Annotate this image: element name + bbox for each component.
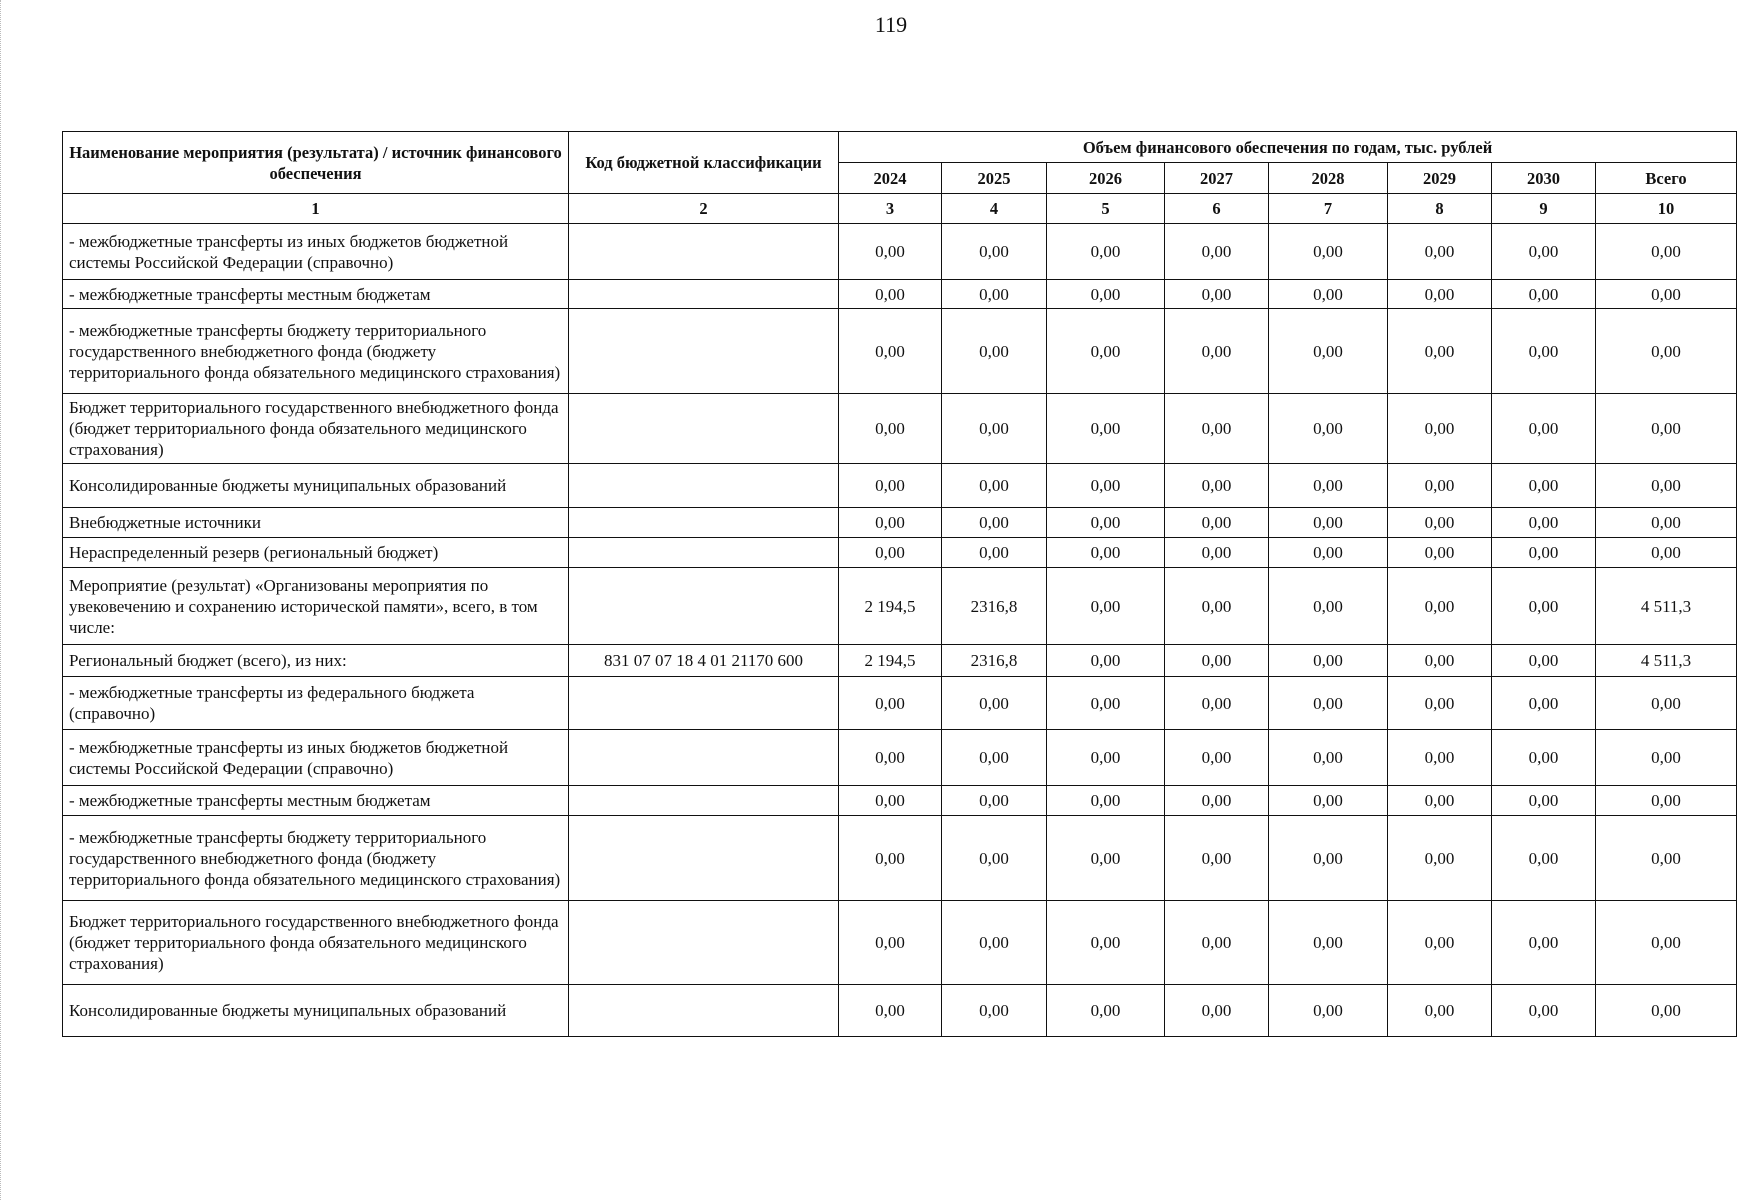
column-index: 9 [1492,194,1596,224]
row-value: 0,00 [839,816,942,901]
row-code [569,730,839,786]
table-row [63,786,1737,816]
row-value: 0,00 [942,786,1047,816]
column-index: 5 [1047,194,1165,224]
row-value: 0,00 [1492,901,1596,985]
row-value: 0,00 [1047,730,1165,786]
row-value: 0,00 [1047,677,1165,730]
row-value: 0,00 [1388,677,1492,730]
row-value: 0,00 [839,901,942,985]
row-value: 0,00 [942,394,1047,464]
row-value: 0,00 [1165,280,1269,309]
row-total: 0,00 [1596,224,1737,280]
row-value: 0,00 [1047,508,1165,538]
row-total: 0,00 [1596,786,1737,816]
row-value: 0,00 [1388,508,1492,538]
row-total: 0,00 [1596,538,1737,568]
row-value: 0,00 [1388,309,1492,394]
table-row [63,730,1737,786]
row-value: 0,00 [1492,730,1596,786]
row-value: 0,00 [839,394,942,464]
column-index: 7 [1269,194,1388,224]
row-value: 0,00 [1165,901,1269,985]
row-code [569,985,839,1037]
table-row [63,568,1737,645]
table-row [63,985,1737,1037]
row-total: 0,00 [1596,508,1737,538]
row-total: 0,00 [1596,816,1737,901]
row-value: 0,00 [1492,538,1596,568]
row-total: 0,00 [1596,985,1737,1037]
row-value: 0,00 [1165,677,1269,730]
row-value: 0,00 [839,538,942,568]
row-value: 2316,8 [942,645,1047,677]
table-row [63,508,1737,538]
row-code [569,568,839,645]
column-index: 1 [63,194,569,224]
row-value: 0,00 [1388,786,1492,816]
row-name: - межбюджетные трансферты бюджету территориального государственного внебюджетного фонда (бюджету территориального фонда обязательного медицинского страхования) [63,309,569,394]
row-value: 0,00 [1047,901,1165,985]
row-code [569,394,839,464]
row-code [569,786,839,816]
row-value: 0,00 [1165,985,1269,1037]
column-index: 6 [1165,194,1269,224]
row-total: 4 511,3 [1596,645,1737,677]
row-value: 0,00 [1165,538,1269,568]
row-code [569,464,839,508]
row-value: 0,00 [1269,309,1388,394]
column-index: 4 [942,194,1047,224]
row-value: 0,00 [1269,816,1388,901]
row-value: 0,00 [942,730,1047,786]
row-value: 0,00 [1492,568,1596,645]
row-value: 0,00 [1269,730,1388,786]
table-row [63,394,1737,464]
row-value: 0,00 [1165,568,1269,645]
row-value: 0,00 [1492,464,1596,508]
row-value: 0,00 [1492,985,1596,1037]
column-index: 8 [1388,194,1492,224]
table-row [63,224,1737,280]
row-name: - межбюджетные трансферты из федерального бюджета (справочно) [63,677,569,730]
table-row [63,464,1737,508]
row-value: 0,00 [1165,786,1269,816]
header-year: 2026 [1047,163,1165,194]
row-value: 0,00 [1165,394,1269,464]
row-code: 831 07 07 18 4 01 21170 600 [569,645,839,677]
row-value: 2 194,5 [839,568,942,645]
row-value: 0,00 [1047,280,1165,309]
row-value: 0,00 [1388,730,1492,786]
row-value: 0,00 [1047,394,1165,464]
row-value: 0,00 [1492,280,1596,309]
row-value: 0,00 [1269,568,1388,645]
budget-table [62,131,1737,1037]
table-row [63,901,1737,985]
header-year: 2029 [1388,163,1492,194]
row-name: - межбюджетные трансферты бюджету территориального государственного внебюджетного фонда (бюджету территориального фонда обязательного медицинского страхования) [63,816,569,901]
row-name: Нераспределенный резерв (региональный бюджет) [63,538,569,568]
row-value: 0,00 [942,816,1047,901]
row-value: 0,00 [1047,224,1165,280]
row-value: 2 194,5 [839,645,942,677]
header-year: 2030 [1492,163,1596,194]
row-value: 0,00 [1165,730,1269,786]
row-value: 0,00 [1047,309,1165,394]
row-value: 0,00 [1388,816,1492,901]
row-total: 0,00 [1596,730,1737,786]
row-name: - межбюджетные трансферты из иных бюджетов бюджетной системы Российской Федерации (справочно) [63,730,569,786]
table-row [63,280,1737,309]
row-code [569,508,839,538]
row-value: 0,00 [942,677,1047,730]
row-value: 0,00 [942,985,1047,1037]
row-name: Консолидированные бюджеты муниципальных образований [63,985,569,1037]
row-value: 0,00 [1165,309,1269,394]
row-code [569,901,839,985]
row-value: 0,00 [1388,280,1492,309]
table-row [63,538,1737,568]
row-value: 0,00 [1388,224,1492,280]
row-value: 0,00 [942,538,1047,568]
row-value: 0,00 [1492,224,1596,280]
row-name: - межбюджетные трансферты местным бюджетам [63,786,569,816]
row-value: 0,00 [1269,538,1388,568]
row-total: 4 511,3 [1596,568,1737,645]
row-name: Региональный бюджет (всего), из них: [63,645,569,677]
row-value: 0,00 [839,677,942,730]
row-value: 0,00 [942,224,1047,280]
row-value: 0,00 [839,224,942,280]
row-value: 0,00 [1492,309,1596,394]
header-year: 2025 [942,163,1047,194]
header-year: 2027 [1165,163,1269,194]
header-year: 2024 [839,163,942,194]
row-value: 0,00 [839,464,942,508]
row-value: 0,00 [839,730,942,786]
column-index: 3 [839,194,942,224]
page-number: 119 [874,12,908,37]
row-value: 0,00 [1388,568,1492,645]
row-total: 0,00 [1596,464,1737,508]
row-value: 0,00 [1388,985,1492,1037]
row-value: 0,00 [839,280,942,309]
row-value: 0,00 [1047,645,1165,677]
table-row [63,309,1737,394]
row-total: 0,00 [1596,309,1737,394]
row-value: 0,00 [1165,508,1269,538]
row-value: 0,00 [1269,645,1388,677]
row-value: 0,00 [1492,508,1596,538]
header-volume: Объем финансового обеспечения по годам, тыс. рублей [839,132,1737,163]
row-value: 0,00 [1047,816,1165,901]
column-index: 10 [1596,194,1737,224]
row-value: 0,00 [1388,394,1492,464]
row-name: - межбюджетные трансферты местным бюджетам [63,280,569,309]
header-year: 2028 [1269,163,1388,194]
row-value: 0,00 [839,309,942,394]
row-value: 0,00 [1269,985,1388,1037]
row-value: 0,00 [942,901,1047,985]
row-value: 0,00 [1269,677,1388,730]
row-total: 0,00 [1596,677,1737,730]
row-value: 0,00 [1047,568,1165,645]
row-value: 0,00 [1388,538,1492,568]
row-name: Бюджет территориального государственного внебюджетного фонда (бюджет территориального фонда обязательного медицинского страхования) [63,394,569,464]
row-value: 0,00 [839,985,942,1037]
row-value: 0,00 [1269,224,1388,280]
row-code [569,816,839,901]
row-value: 0,00 [1047,786,1165,816]
row-code [569,677,839,730]
row-name: Бюджет территориального государственного внебюджетного фонда (бюджет территориального фонда обязательного медицинского страхования) [63,901,569,985]
row-value: 0,00 [1165,224,1269,280]
header-code: Код бюджетной классификации [569,132,839,194]
row-name: - межбюджетные трансферты из иных бюджетов бюджетной системы Российской Федерации (справочно) [63,224,569,280]
row-value: 0,00 [1492,677,1596,730]
row-name: Мероприятие (результат) «Организованы мероприятия по увековечению и сохранению исторической памяти», всего, в том числе: [63,568,569,645]
row-value: 2316,8 [942,568,1047,645]
row-value: 0,00 [1269,508,1388,538]
table-row [63,677,1737,730]
row-value: 0,00 [942,508,1047,538]
row-value: 0,00 [1165,464,1269,508]
row-value: 0,00 [1165,645,1269,677]
table-row [63,816,1737,901]
row-value: 0,00 [1388,645,1492,677]
row-value: 0,00 [839,508,942,538]
row-value: 0,00 [1047,464,1165,508]
row-total: 0,00 [1596,901,1737,985]
row-value: 0,00 [1165,816,1269,901]
row-value: 0,00 [1269,464,1388,508]
row-name: Внебюджетные источники [63,508,569,538]
row-value: 0,00 [1492,786,1596,816]
row-value: 0,00 [942,309,1047,394]
row-value: 0,00 [1047,985,1165,1037]
row-name: Консолидированные бюджеты муниципальных образований [63,464,569,508]
header-name: Наименование мероприятия (результата) / источник финансового обеспечения [63,132,569,194]
row-code [569,309,839,394]
row-value: 0,00 [839,786,942,816]
row-code [569,538,839,568]
row-value: 0,00 [1492,816,1596,901]
row-value: 0,00 [1492,645,1596,677]
header-total: Всего [1596,163,1737,194]
row-total: 0,00 [1596,280,1737,309]
row-value: 0,00 [1269,901,1388,985]
row-value: 0,00 [1269,394,1388,464]
row-value: 0,00 [942,280,1047,309]
row-code [569,224,839,280]
row-value: 0,00 [1388,901,1492,985]
scan-edge [0,0,5,1200]
column-index: 2 [569,194,839,224]
row-value: 0,00 [1388,464,1492,508]
row-code [569,280,839,309]
row-value: 0,00 [942,464,1047,508]
row-value: 0,00 [1269,280,1388,309]
row-value: 0,00 [1047,538,1165,568]
row-value: 0,00 [1492,394,1596,464]
table-row [63,645,1737,677]
row-total: 0,00 [1596,394,1737,464]
row-value: 0,00 [1269,786,1388,816]
table-body [63,224,1737,1037]
